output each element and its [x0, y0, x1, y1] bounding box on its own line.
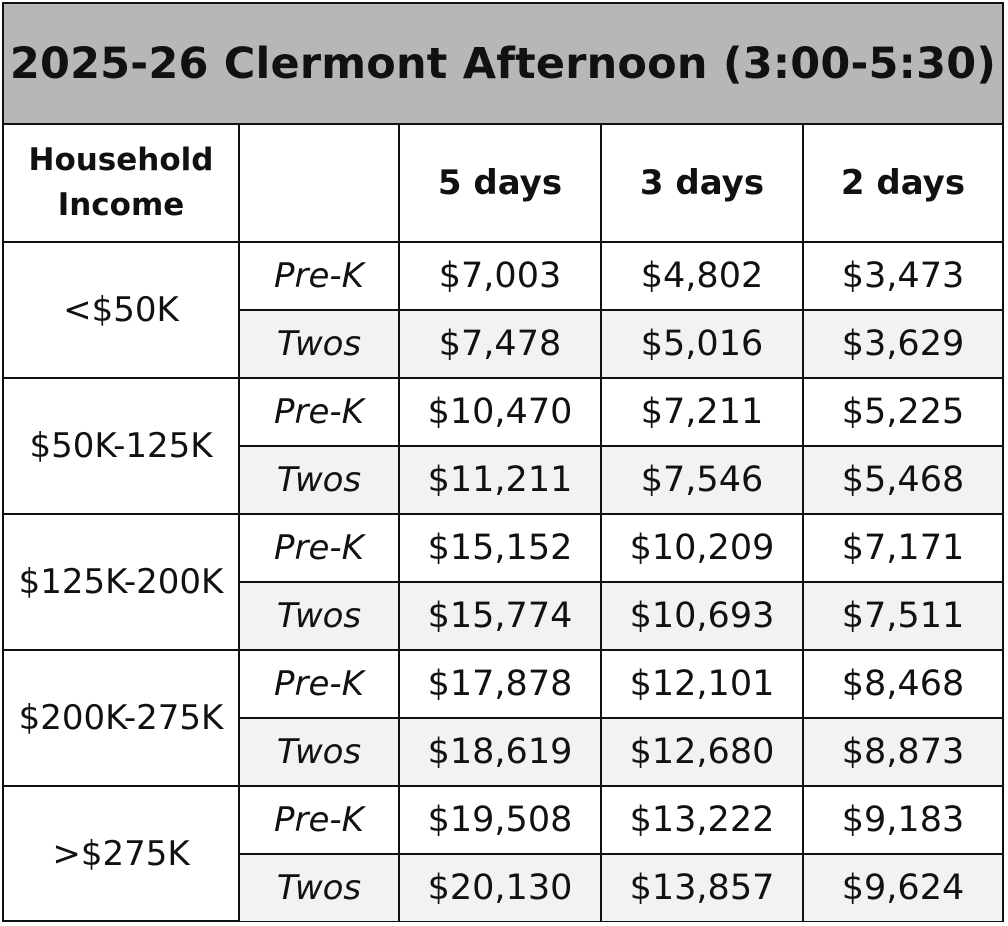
price-cell: $7,478: [399, 310, 601, 378]
table-title: 2025-26 Clermont Afternoon (3:00-5:30): [4, 4, 1002, 125]
grade-cell-prek: Pre-K: [239, 786, 399, 854]
grade-cell-twos: Twos: [239, 854, 399, 921]
grade-cell-twos: Twos: [239, 310, 399, 378]
table-row: [4, 514, 1002, 582]
price-cell: $17,878: [399, 650, 601, 718]
price-cell: $18,619: [399, 718, 601, 786]
col-header-2-days: 2 days: [803, 125, 1002, 242]
price-cell: $13,222: [601, 786, 803, 854]
tuition-table-sheet: [2, 2, 1004, 922]
income-bracket-cell: <$50K: [4, 242, 239, 378]
price-cell: $15,774: [399, 582, 601, 650]
income-bracket-cell: $200K-275K: [4, 650, 239, 786]
price-cell: $9,183: [803, 786, 1002, 854]
price-cell: $7,211: [601, 378, 803, 446]
price-cell: $13,857: [601, 854, 803, 921]
grade-cell-twos: Twos: [239, 582, 399, 650]
price-cell: $10,693: [601, 582, 803, 650]
table-row: [4, 786, 1002, 854]
grade-cell-twos: Twos: [239, 718, 399, 786]
price-cell: $3,473: [803, 242, 1002, 310]
price-cell: $7,546: [601, 446, 803, 514]
price-cell: $12,680: [601, 718, 803, 786]
price-cell: $7,171: [803, 514, 1002, 582]
tuition-table: [4, 125, 1002, 922]
price-cell: $12,101: [601, 650, 803, 718]
price-cell: $5,468: [803, 446, 1002, 514]
income-bracket-cell: >$275K: [4, 786, 239, 921]
price-cell: $19,508: [399, 786, 601, 854]
income-bracket-cell: $50K-125K: [4, 378, 239, 514]
price-cell: $8,468: [803, 650, 1002, 718]
grade-cell-prek: Pre-K: [239, 242, 399, 310]
price-cell: $10,470: [399, 378, 601, 446]
table-row: [4, 378, 1002, 446]
col-header-3-days: 3 days: [601, 125, 803, 242]
table-row: [4, 242, 1002, 310]
price-cell: $10,209: [601, 514, 803, 582]
household-income-header-line1: Household: [28, 142, 214, 179]
household-income-header: [4, 125, 239, 242]
col-header-5-days: 5 days: [399, 125, 601, 242]
table-row: [4, 650, 1002, 718]
household-income-header-line2: Income: [57, 187, 185, 223]
price-cell: $20,130: [399, 854, 601, 921]
price-cell: $11,211: [399, 446, 601, 514]
price-cell: $3,629: [803, 310, 1002, 378]
price-cell: $7,511: [803, 582, 1002, 650]
price-cell: $5,225: [803, 378, 1002, 446]
price-cell: $4,802: [601, 242, 803, 310]
header-row: [4, 125, 1002, 242]
income-bracket-cell: $125K-200K: [4, 514, 239, 650]
price-cell: $5,016: [601, 310, 803, 378]
price-cell: $7,003: [399, 242, 601, 310]
grade-cell-prek: Pre-K: [239, 650, 399, 718]
price-cell: $15,152: [399, 514, 601, 582]
price-cell: $9,624: [803, 854, 1002, 921]
grade-cell-prek: Pre-K: [239, 514, 399, 582]
grade-cell-prek: Pre-K: [239, 378, 399, 446]
grade-header: [239, 125, 399, 242]
price-cell: $8,873: [803, 718, 1002, 786]
grade-cell-twos: Twos: [239, 446, 399, 514]
